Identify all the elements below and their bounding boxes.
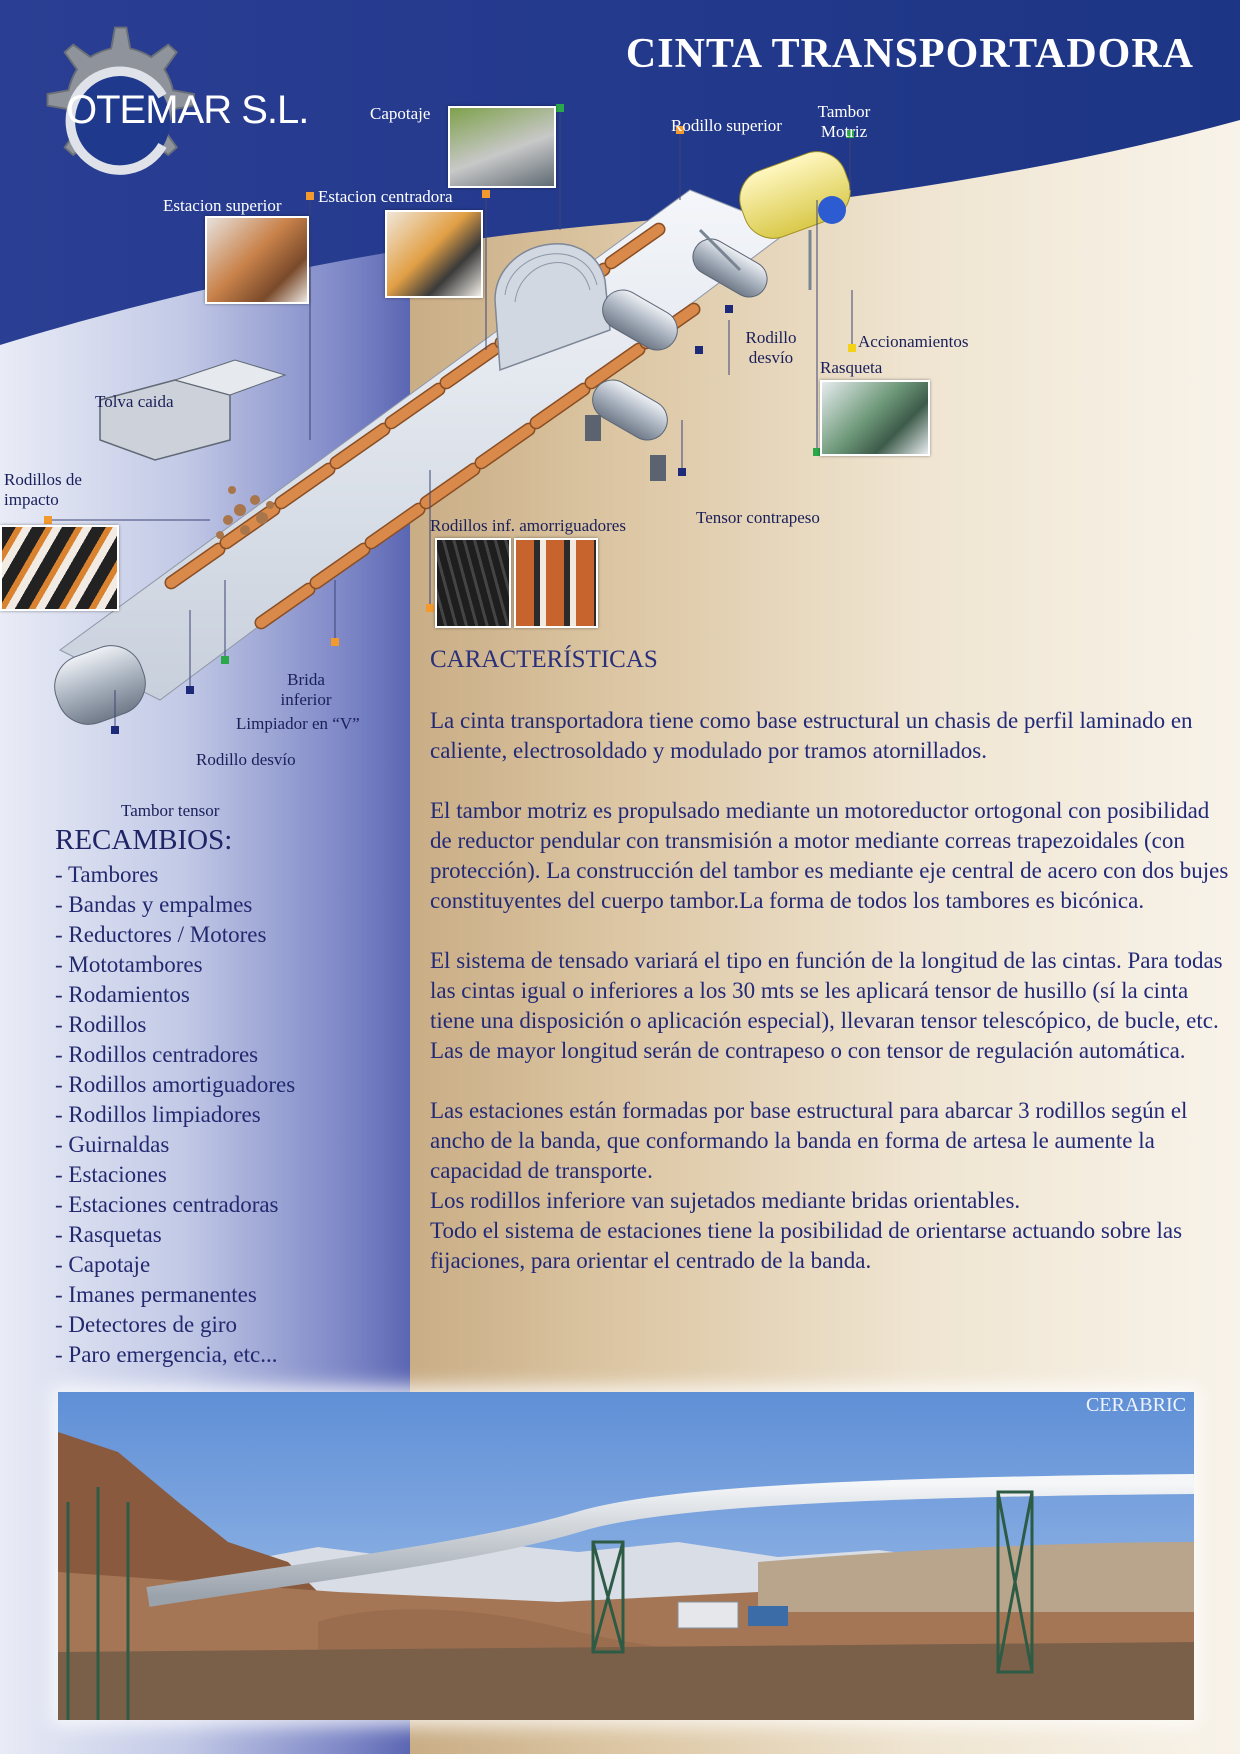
list-item: - Capotaje [55, 1252, 151, 1277]
caracteristicas-heading: CARACTERÍSTICAS [430, 646, 658, 673]
label-accionamientos: Accionamientos [858, 332, 969, 351]
photo-credit: CERABRIC [1085, 1394, 1186, 1416]
label-capotaje: Capotaje [370, 104, 431, 123]
label-rodillos-inf-amortiguadores: Rodillos inf. amorriguadores [430, 516, 626, 535]
label-rodillo-superior: Rodillo superior [671, 116, 782, 135]
list-item: - Paro emergencia, etc... [55, 1342, 278, 1367]
label-tensor-contrapeso: Tensor contrapeso [696, 508, 820, 527]
recambios-list [55, 860, 295, 1370]
list-item: - Mototambores [55, 952, 203, 977]
label-tambor-tensor: Tambor tensor [121, 801, 220, 820]
list-item: - Bandas y empalmes [55, 892, 253, 917]
paragraph: El tambor motriz es propulsado mediante un motoreductor ortogonal con posibilidad de reductor pendular con transmisión a motor mediante correas trapezoidales (con protección). La construcción del tambor es mediante eje central de acero con dos bujes constituyentes del cuerpo tambor.La forma de todos los tambores es bicónica. [430, 798, 1229, 913]
list-item: - Rodillos centradores [55, 1042, 259, 1067]
label-rodillos-impacto: Rodillos de impacto [4, 470, 82, 510]
label-brida-inferior: Brida inferior [280, 670, 332, 710]
list-item: - Rodillos [55, 1012, 147, 1037]
list-item: - Rodillos limpiadores [55, 1102, 261, 1127]
caracteristicas-body [430, 706, 1230, 1306]
paragraph: La cinta transportadora tiene como base estructural un chasis de perfil laminado en caliente, electrosoldado y modulado por tramos atornillados. [430, 708, 1193, 763]
label-rasqueta: Rasqueta [820, 358, 883, 377]
list-item: - Rodillos amortiguadores [55, 1072, 296, 1097]
list-item: - Imanes permanentes [55, 1282, 257, 1307]
rodillos-amortiguadores-photo-2 [514, 538, 598, 628]
list-item: - Guirnaldas [55, 1132, 170, 1157]
capotaje-photo [448, 106, 556, 188]
conveyor-installation-photo [58, 1392, 1194, 1720]
label-estacion-centradora: Estacion centradora [318, 187, 453, 206]
list-item: - Estaciones [55, 1162, 167, 1187]
list-item: - Detectores de giro [55, 1312, 238, 1337]
estacion-centradora-photo [385, 210, 483, 298]
list-item: - Rasquetas [55, 1222, 162, 1247]
list-item: - Rodamientos [55, 982, 190, 1007]
paragraph: El sistema de tensado variará el tipo en función de la longitud de las cintas. Para todas las cintas igual o inferiores a los 30 mts se les aplicará tensor de husillo (sí la cinta tiene una disposición o aplicación especial), llevaran tensor telescópico, de bucle, etc. Las de mayor longitud serán de contrapeso o con tensor de regulación automática. [430, 948, 1223, 1063]
rodillos-impacto-photo [0, 525, 119, 611]
logo-text: OTEMAR S.L. [66, 88, 309, 132]
label-tolva-caida: Tolva caida [95, 392, 174, 411]
label-rodillo-desvio-lower: Rodillo desvío [196, 750, 296, 769]
list-item: - Estaciones centradoras [55, 1192, 279, 1217]
page-title: CINTA TRANSPORTADORA [625, 31, 1194, 77]
label-estacion-superior: Estacion superior [163, 196, 282, 215]
estacion-superior-photo [205, 216, 309, 304]
label-tambor-motriz: Tambor Motriz [817, 102, 871, 142]
label-limpiador-v: Limpiador en “V” [236, 714, 360, 733]
paragraph: Las estaciones están formadas por base estructural para abarcar 3 rodillos según el ancho de la banda, que conformando la banda en forma de artesa le aumente la capacidad de transporte. Los rodillos inferiore van sujetados mediante bridas orientables. Todo el sistema de estaciones tiene la posibilidad de orientarse actuando sobre las fijaciones, para orientar el centrado de la banda. [430, 1098, 1188, 1273]
list-item: - Tambores [55, 862, 159, 887]
rasqueta-photo [820, 380, 930, 456]
rodillos-amortiguadores-photo-1 [435, 538, 511, 628]
recambios-title: RECAMBIOS: [55, 824, 233, 856]
landscape-illustration [58, 1392, 1194, 1720]
list-item: - Reductores / Motores [55, 922, 267, 947]
label-rodillo-desvio-upper: Rodillo desvío [745, 328, 797, 368]
